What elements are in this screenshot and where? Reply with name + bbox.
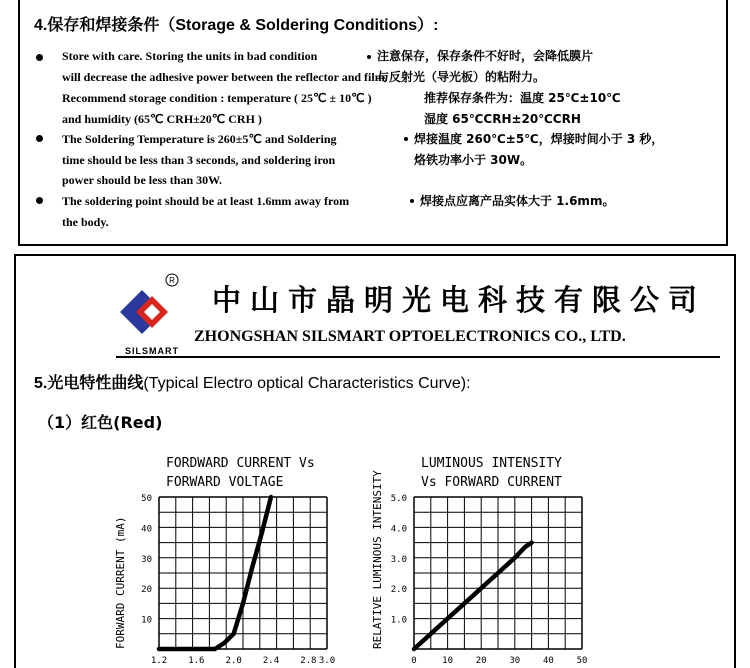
series-line xyxy=(414,543,532,649)
bullet-icon xyxy=(36,197,43,204)
x-tick-label: 2.8 xyxy=(300,656,317,666)
section-title xyxy=(34,370,471,393)
y-tick-label: 20 xyxy=(141,585,152,596)
company-panel xyxy=(14,254,736,668)
chart-title-line: LUMINOUS INTENSITY xyxy=(421,456,562,471)
storage-section-title: 4.保存和焊接条件（Storage & Soldering Conditions）: xyxy=(34,17,439,34)
x-tick-label: 50 xyxy=(576,656,588,666)
x-tick-label: 1.2 xyxy=(150,656,168,666)
registered-mark: R xyxy=(169,276,175,285)
storage-item-en: The Soldering Temperature is 260±5℃ and Soldering time should be less than 3 seconds, and soldering iron power should be less than 30W. xyxy=(62,132,337,187)
bullet-dot-icon xyxy=(367,55,371,59)
storage-item-cn: 焊接温度 260℃±5℃，焊接时间小于 3 秒， 烙铁功率小于 30W。 xyxy=(414,132,664,167)
storage-item-cn: 推荐保存条件为：温度 25℃±10℃ 湿度 65℃CRH±20℃CRH xyxy=(424,91,621,126)
chart-title-line: Vs FORWARD CURRENT xyxy=(421,475,562,490)
forward-current-vs-voltage-chart xyxy=(96,450,336,668)
bullet-icon xyxy=(36,54,43,61)
bullet-dot-icon xyxy=(410,199,414,203)
storage-item-cn: 焊接点应离产品实体大于 1.6mm。 xyxy=(420,194,615,208)
bullet-dot-icon xyxy=(404,137,408,141)
storage-conditions-panel xyxy=(18,0,728,246)
logo-text: SILSMART xyxy=(125,346,179,356)
storage-item-cn-line1: 注意保存，保存条件不好时，会降低膜片 与反射光（导光板）的粘附力。 xyxy=(377,49,594,84)
subsection-title: （1）红色(Red) xyxy=(38,413,163,432)
divider xyxy=(116,356,720,358)
y-tick-label: 4.0 xyxy=(390,524,407,535)
y-tick-label: 10 xyxy=(141,615,152,626)
company-name-en: ZHONGSHAN SILSMART OPTOELECTRONICS CO., LTD. xyxy=(194,328,626,345)
storage-item-en: Recommend storage condition : temperature ( 25℃ ± 10℃ ) and humidity (65℃ CRH±20℃ CRH ) xyxy=(62,91,372,126)
section-title-cn: 光电特性曲线 xyxy=(47,375,144,392)
y-tick-label: 50 xyxy=(141,494,152,504)
x-tick-label: 2.0 xyxy=(225,656,242,666)
x-tick-label: 40 xyxy=(542,656,554,666)
y-tick-label: 30 xyxy=(141,554,152,565)
y-tick-label: 5.0 xyxy=(390,494,407,504)
storage-item-en: Store with care. Storing the units in bad condition will decrease the adhesive power between the reflector and film. xyxy=(62,49,388,84)
x-tick-label: 30 xyxy=(509,656,521,666)
section-number: 5. xyxy=(34,375,48,392)
x-tick-label: 1.6 xyxy=(188,656,205,666)
y-tick-label: 3.0 xyxy=(390,554,407,565)
chart-title-line: FORDWARD CURRENT Vs xyxy=(166,456,315,471)
chart-title-line: FORWARD VOLTAGE xyxy=(166,475,284,490)
company-logo xyxy=(116,272,184,358)
storage-item-en: The soldering point should be at least 1.6mm away from the body. xyxy=(62,194,350,229)
y-tick-label: 2.0 xyxy=(390,585,407,596)
luminous-intensity-vs-current-chart xyxy=(351,450,591,668)
x-tick-label: 0 xyxy=(411,656,417,666)
x-tick-label: 3.0 xyxy=(318,656,336,666)
y-tick-label: 40 xyxy=(141,524,152,535)
bullet-icon xyxy=(36,135,43,142)
y-tick-label: 1.0 xyxy=(390,615,407,626)
company-name-cn: 中山市晶明光电科技有限公司 xyxy=(212,283,707,317)
y-axis-label: FORWARD CURRENT (mA) xyxy=(114,516,127,649)
section-title-en: (Typical Electro optical Characteristics Curve): xyxy=(143,375,471,392)
x-tick-label: 10 xyxy=(442,656,454,666)
x-tick-label: 2.4 xyxy=(262,656,280,666)
x-tick-label: 20 xyxy=(475,656,487,666)
y-axis-label: RELATIVE LUMINOUS INTENSITY xyxy=(371,470,384,649)
